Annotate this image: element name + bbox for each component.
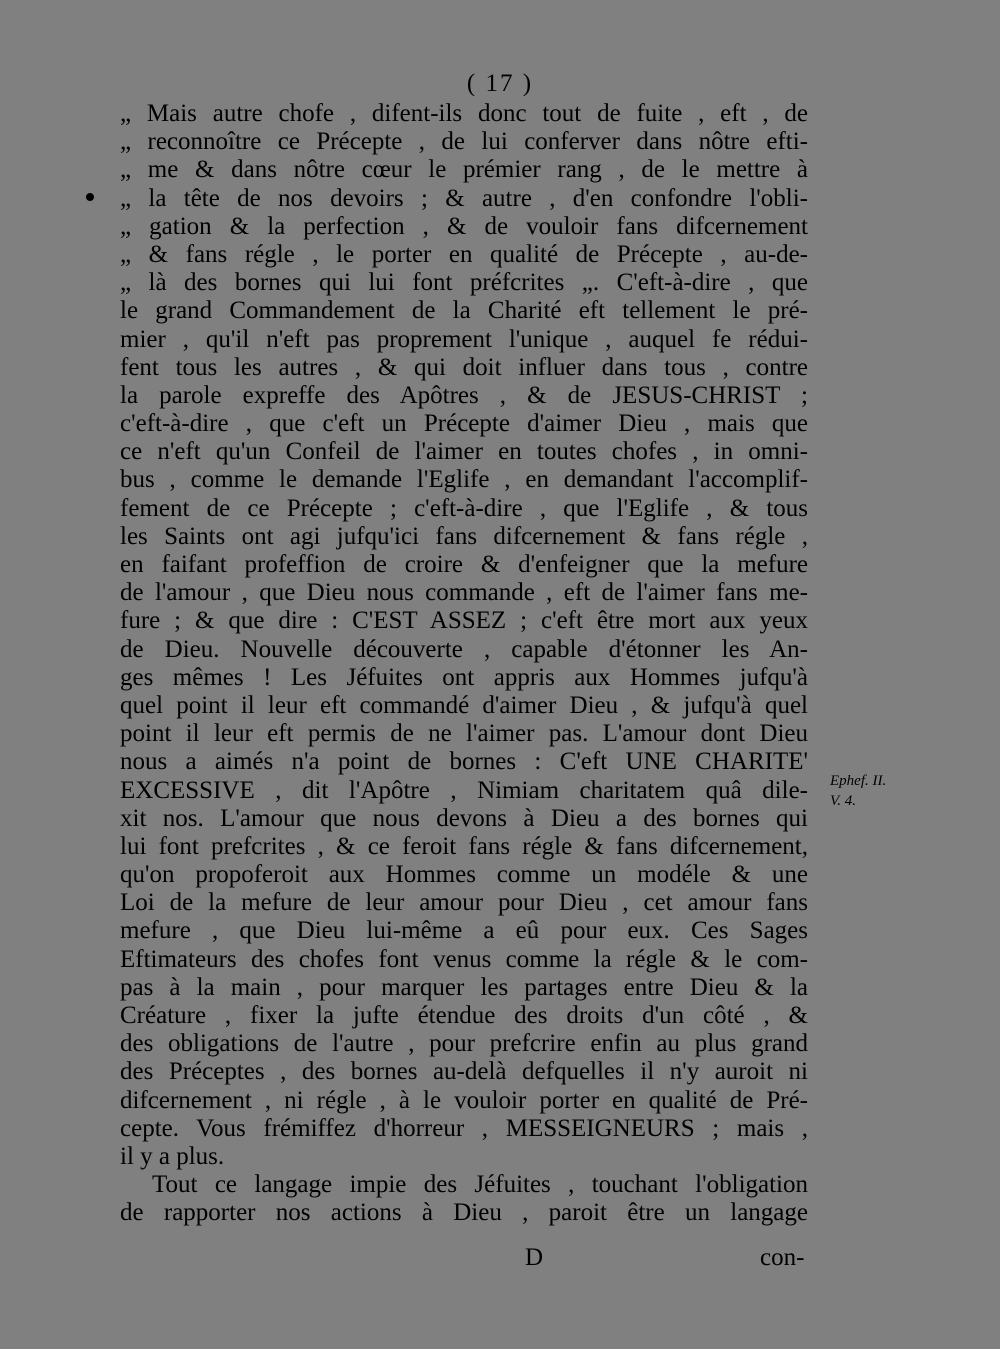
text-line: mier , qu'il n'eft pas proprement l'unique , auquel fe rédui- [120,325,808,353]
text-line: „ là des bornes qui lui font préfcrites „. C'eft-à-dire , que [120,269,808,297]
text-line: des Préceptes , des bornes au-delà defquelles il n'y auroit ni [120,1058,808,1086]
text-line: „ gation & la perfection , & de vouloir fans difcernement [120,212,808,240]
text-line: Créature , fixer la jufte étendue des droits d'un côté , & [120,1002,808,1029]
text-line: des obligations de l'autre , pour prefcrire enfin au plus grand [120,1030,808,1058]
text-line: cepte. Vous frémiffez d'horreur , MESSEIGNEURS ; mais , [120,1114,808,1142]
text-line: „ & fans régle , le porter en qualité de Précepte , au-de- [120,240,808,268]
margin-note-verse: V. 4. [830,793,856,809]
text-line: xit nos. L'amour que nous devons à Dieu a des bornes qui [120,804,808,832]
text-line: „ la tête de nos devoirs ; & autre , d'en confondre l'obli- [120,184,808,212]
text-line: difcernement , ni régle , à le vouloir porter en qualité de Pré- [120,1086,808,1114]
text-line: pas à la main , pour marquer les partages entre Dieu & la [120,973,808,1001]
text-line: mefure , que Dieu lui-même a eû pour eux. Ces Sages [120,917,808,945]
text-line: c'eft-à-dire , que c'eft un Précepte d'aimer Dieu , mais que [120,410,808,438]
text-line: „ me & dans nôtre cœur le prémier rang , de le mettre à [120,156,808,184]
text-line: EXCESSIVE , dit l'Apôtre , Nimiam charitatem quâ dile- [120,776,808,804]
signature-mark: D [525,1244,544,1271]
text-line: fement de ce Précepte ; c'eft-à-dire , que l'Eglife , & tous [120,494,808,522]
margin-note-ref: Ephef. II. [830,773,887,789]
body-text [120,100,808,1228]
text-line: quel point il leur eft commandé d'aimer Dieu , & jufqu'à quel [120,691,808,719]
text-line: Tout ce langage impie des Jéfuites , touchant l'obligation [152,1171,808,1199]
text-line: ce n'eft qu'un Confeil de l'aimer en toutes chofes , in omni- [120,438,808,466]
text-line: „ reconnoître ce Précepte , de lui conferver dans nôtre efti- [120,128,808,156]
text-line: ges mêmes ! Les Jéfuites ont appris aux Hommes jufqu'à [120,663,808,691]
text-line: point il leur eft permis de ne l'aimer pas. L'amour dont Dieu [120,720,808,748]
page-number: ( 17 ) [466,70,534,97]
text-line: lui font prefcrites , & ce feroit fans régle & fans difcernement, [120,832,808,860]
text-line: fent tous les autres , & qui doit influer dans tous , contre [120,353,808,381]
text-line: bus , comme le demande l'Eglife , en demandant l'accomplif- [120,466,808,494]
text-line: qu'on propoferoit aux Hommes comme un modéle & une [120,861,808,889]
text-line: de Dieu. Nouvelle découverte , capable d'étonner les An- [120,635,808,663]
text-line: „ Mais autre chofe , difent-ils donc tout de fuite , eft , de [120,100,808,127]
text-line: il y a plus. [120,1142,225,1170]
text-line: de rapporter nos actions à Dieu , paroit être un langage [120,1199,808,1227]
text-line: Loi de la mefure de leur amour pour Dieu , cet amour fans [120,889,808,917]
text-line: de l'amour , que Dieu nous commande , eft de l'aimer fans me- [120,579,808,607]
text-line: la parole expreffe des Apôtres , & de JESUS-CHRIST ; [120,381,808,409]
catchword: con- [760,1244,805,1271]
text-line: le grand Commandement de la Charité eft tellement le pré- [120,297,808,325]
text-line: nous a aimés n'a point de bornes : C'eft UNE CHARITE' [120,748,808,776]
text-line: fure ; & que dire : C'EST ASSEZ ; c'eft être mort aux yeux [120,607,808,635]
text-line: en faifant profeffion de croire & d'enfeigner que la mefure [120,551,808,578]
text-line: les Saints ont agi jufqu'ici fans difcernement & fans régle , [120,522,808,550]
margin-dot [86,193,94,201]
text-line: Eftimateurs des chofes font venus comme la régle & le com- [120,945,808,973]
